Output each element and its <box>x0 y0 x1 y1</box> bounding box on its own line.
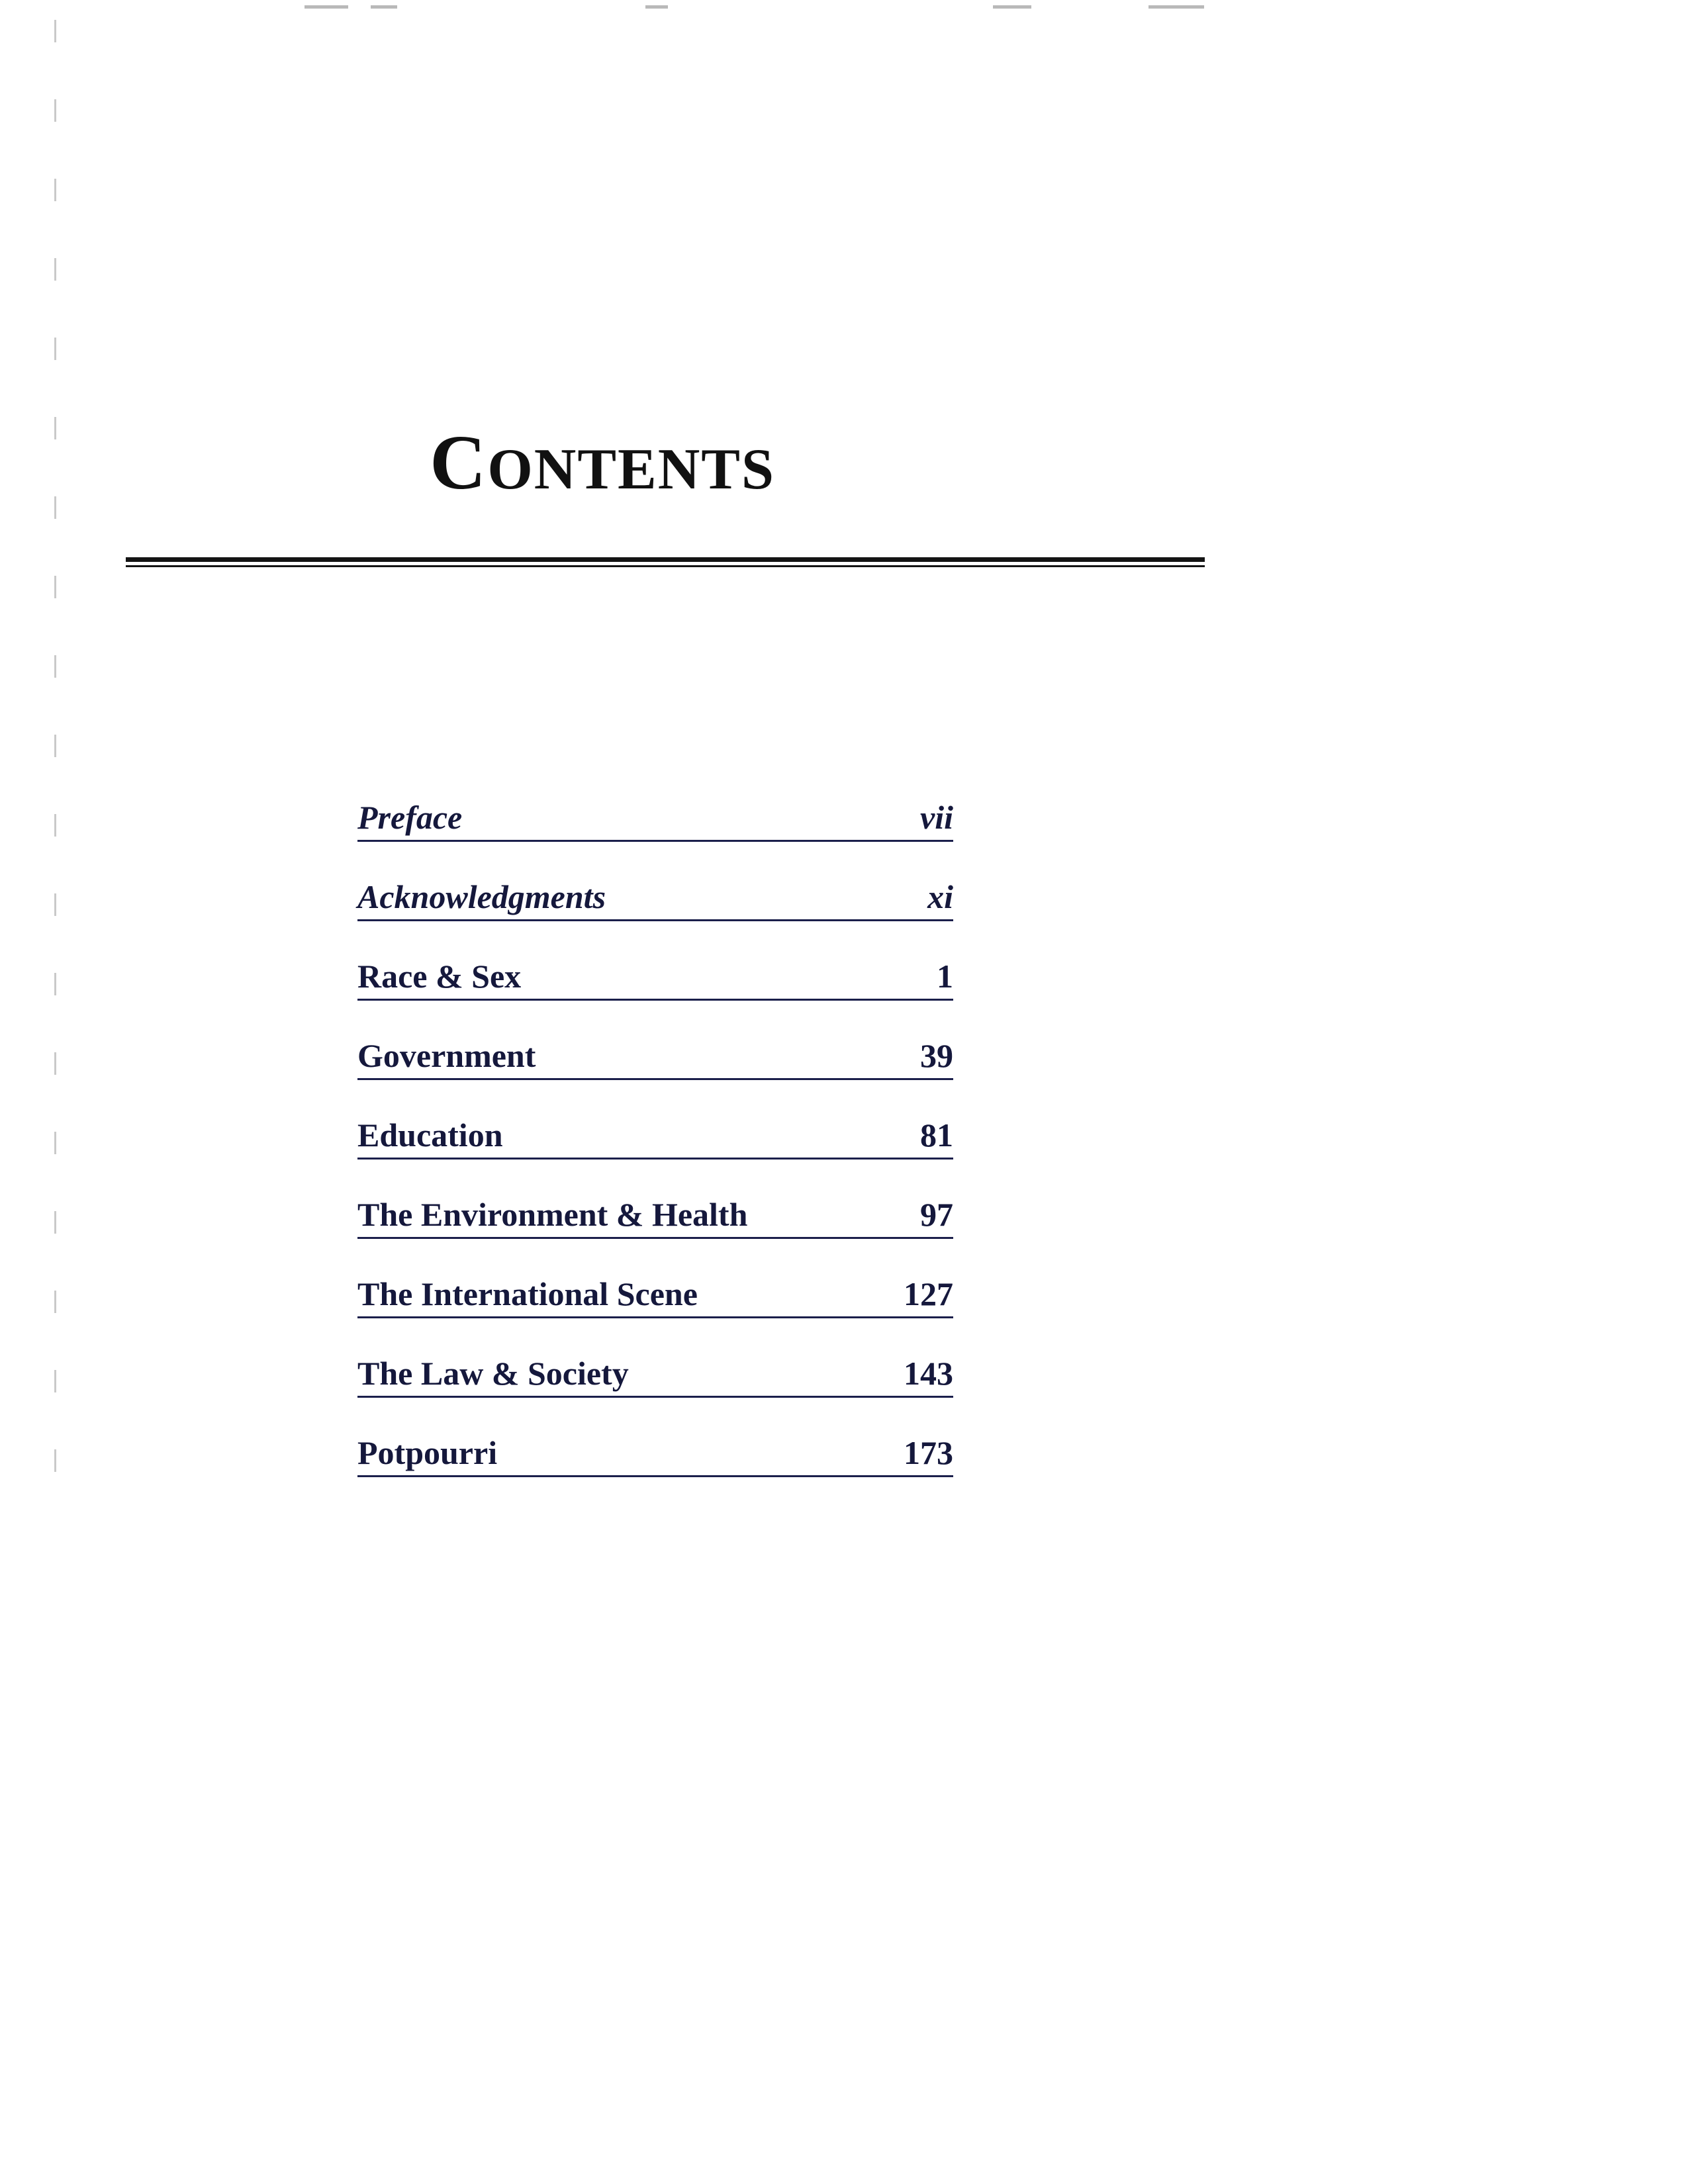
toc-entry-page: vii <box>920 799 953 836</box>
list-item[interactable] <box>357 870 966 950</box>
toc-entry-leader <box>357 1109 953 1160</box>
toc-entry-leader <box>357 1267 953 1318</box>
list-item[interactable] <box>357 950 966 1029</box>
title-divider <box>126 557 1205 567</box>
toc-entry-page: 127 <box>904 1275 953 1312</box>
toc-entry-page: xi <box>927 878 953 915</box>
toc-entry-page: 81 <box>920 1116 953 1154</box>
toc-entry-label: Acknowledgments <box>357 878 606 915</box>
toc-entry-page: 143 <box>904 1355 953 1392</box>
toc-entry-leader <box>357 950 953 1001</box>
toc-entry-page: 97 <box>920 1196 953 1233</box>
toc-entry-page: 173 <box>904 1434 953 1471</box>
toc-entry-label: The Environment & Health <box>357 1196 748 1233</box>
toc-entry-label: Preface <box>357 799 463 836</box>
toc-entry-leader <box>357 791 953 842</box>
toc-entry-leader <box>357 1347 953 1398</box>
list-item[interactable] <box>357 1188 966 1267</box>
toc-entry-label: The Law & Society <box>357 1355 629 1392</box>
list-item[interactable] <box>357 1426 966 1506</box>
list-item[interactable] <box>357 1029 966 1109</box>
toc-entry-leader <box>357 1188 953 1239</box>
toc-entry-label: The International Scene <box>357 1275 698 1312</box>
toc-entry-page: 39 <box>920 1037 953 1074</box>
list-item[interactable] <box>357 1347 966 1426</box>
toc-entry-label: Government <box>357 1037 536 1074</box>
scan-artifact-left-edge <box>54 20 56 1522</box>
list-item[interactable] <box>357 791 966 870</box>
toc-entry-label: Potpourri <box>357 1434 498 1471</box>
page-title-block <box>0 419 1205 509</box>
title-divider-thin <box>126 565 1205 567</box>
toc-entry-leader <box>357 1426 953 1477</box>
list-item[interactable] <box>357 1109 966 1188</box>
list-item[interactable] <box>357 1267 966 1347</box>
page-title-remainder: ONTENTS <box>487 437 775 502</box>
page-title-initial: C <box>430 419 488 506</box>
table-of-contents <box>357 791 966 1506</box>
page-title <box>0 419 1205 509</box>
toc-entry-leader <box>357 1029 953 1080</box>
toc-entry-page: 1 <box>937 958 953 995</box>
scan-artifacts-top <box>0 0 1688 17</box>
toc-entry-label: Education <box>357 1116 503 1154</box>
title-divider-thick <box>126 557 1205 562</box>
toc-entry-label: Race & Sex <box>357 958 522 995</box>
toc-entry-leader <box>357 870 953 921</box>
